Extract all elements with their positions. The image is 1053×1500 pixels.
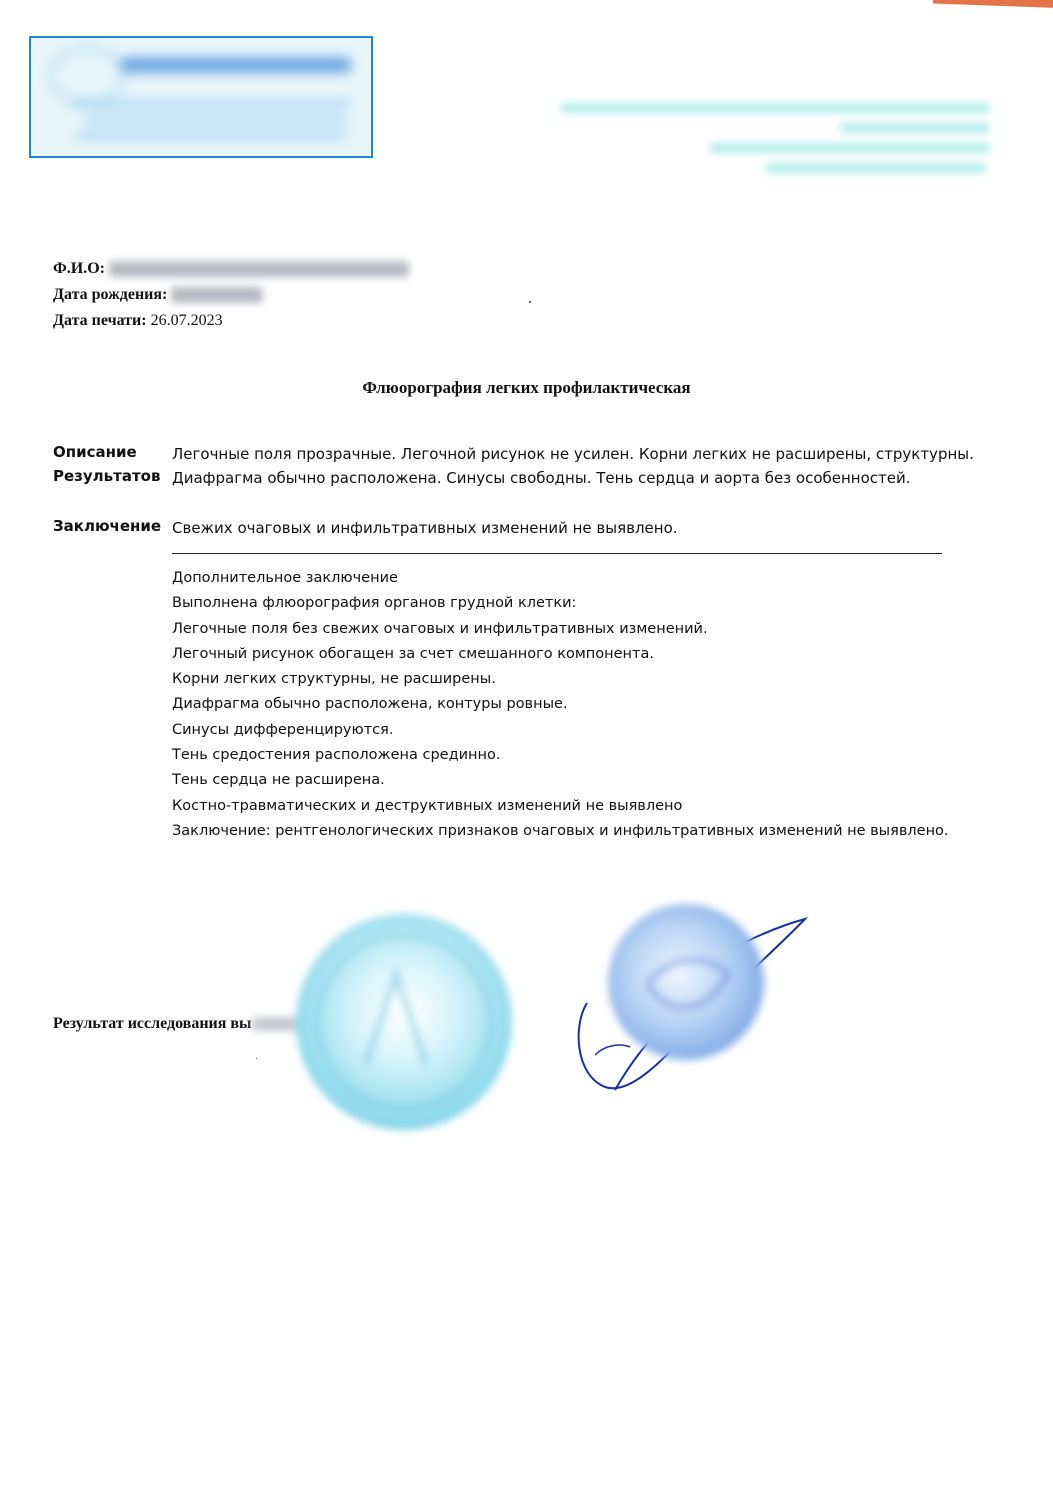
print-date-value: 26.07.2023 <box>150 312 223 329</box>
stray-dot <box>529 301 531 303</box>
description-label-line1: Описание <box>53 443 137 461</box>
additional-line: Легочные поля без свежих очаговых и инфильтративных изменений. <box>172 620 708 637</box>
birth-date-row <box>53 286 263 304</box>
page-corner-mark <box>933 0 1053 8</box>
additional-line: Тень сердца не расширена. <box>172 772 385 789</box>
print-date-row <box>53 312 223 330</box>
additional-line: Костно-травматических и деструктивных изменений не выявлено <box>172 797 683 814</box>
result-prefix: Результат исследования вы <box>53 1015 252 1032</box>
stray-dot-2 <box>256 1058 257 1059</box>
additional-line: Дополнительное заключение <box>172 570 398 586</box>
patient-name-row <box>53 260 409 278</box>
additional-line: Легочный рисунок обогащен за счет смешанного компонента. <box>172 645 654 662</box>
additional-line: Тень средостения расположена срединно. <box>172 747 501 764</box>
clinic-address-block <box>540 95 1000 185</box>
additional-line: Диафрагма обычно расположена, контуры ровные. <box>172 696 568 713</box>
separator-rule <box>172 553 942 554</box>
description-label <box>53 440 160 488</box>
print-date-label: Дата печати: <box>53 312 147 329</box>
birth-date-label: Дата рождения: <box>53 286 168 303</box>
additional-line: Синусы дифференцируются. <box>172 721 394 738</box>
description-text <box>172 442 974 490</box>
clinic-logo-stamp <box>29 36 373 158</box>
document-title: Флюорография легких профилактическая <box>362 378 691 397</box>
additional-line: Корни легких структурны, не расширены. <box>172 671 496 688</box>
round-stamp <box>296 914 512 1130</box>
conclusion-text: Свежих очаговых и инфильтративных изменений не выявлено. <box>172 519 678 537</box>
description-label-line2: Результатов <box>53 467 161 485</box>
doctor-seal <box>608 904 764 1060</box>
description-line-2: Диафрагма обычно расположена. Синусы свободны. Тень сердца и аорта без особенностей. <box>172 469 911 487</box>
additional-conclusion <box>172 566 949 844</box>
fio-label: Ф.И.О: <box>53 260 105 277</box>
redacted-patient-name <box>109 261 409 277</box>
description-line-1: Легочные поля прозрачные. Легочной рисунок не усилен. Корни легких не расширены, структурны. <box>172 445 974 463</box>
conclusion-label: Заключение <box>53 517 162 535</box>
redacted-birth-date <box>171 287 263 303</box>
additional-line: Заключение: рентгенологических признаков очаговых и инфильтративных изменений не выявлено. <box>172 822 949 839</box>
additional-line: Выполнена флюорография органов грудной клетки: <box>172 595 577 612</box>
